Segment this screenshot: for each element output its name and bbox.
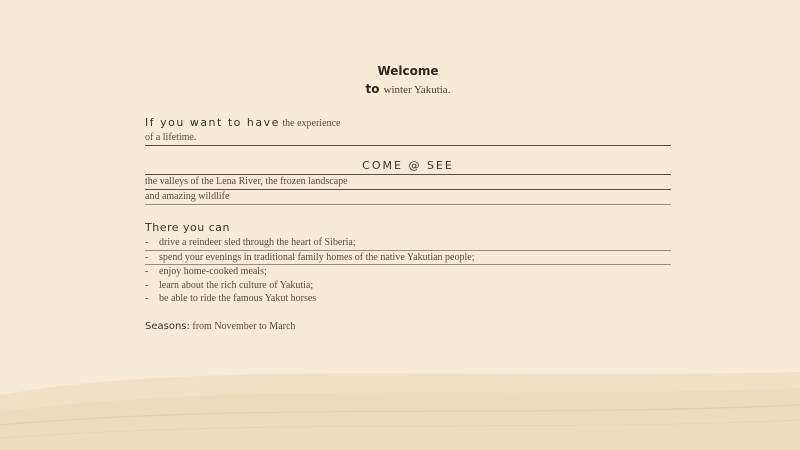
title-to: to [365,82,380,96]
there-heading: There you can [145,221,230,234]
list-item-text: learn about the rich culture of Yakutia; [159,279,314,291]
list-item: - be able to ride the famous Yakut horses [145,293,317,304]
title-welcome: Welcome [377,64,439,78]
seasons-value: from November to March [192,320,296,332]
list-item: - learn about the rich culture of Yakutia; [145,279,314,291]
list-item-text: be able to ride the famous Yakut horses [159,293,317,304]
list-item: - enjoy home-cooked meals; [145,266,267,277]
come-and-see-heading: COME @ SEE [145,158,671,175]
sights-line-2: and amazing wildlife [145,190,671,205]
list-item-text: drive a reindeer sled through the heart of Siberia; [159,237,356,248]
intro-line-1 [145,116,671,131]
title-place: winter Yakutia. [383,84,451,96]
intro-line-2 [145,131,671,146]
seasons-label: Seasons: [145,320,190,332]
list-item: - spend your evenings in traditional family homes of the native Yakutian people; [145,251,671,266]
slide-content [145,62,671,334]
intro-rest: the experience [282,118,341,129]
slide-title [145,62,671,99]
intro-line-2-text: of a lifetime. [145,132,197,143]
seasons-line [145,320,671,334]
list-item: - drive a reindeer sled through the heart of Siberia; [145,236,671,251]
list-item-text: enjoy home-cooked meals; [159,266,267,277]
sights-line-1: the valleys of the Lena River, the frozen landscape [145,175,671,190]
list-item-text: spend your evenings in traditional family homes of the native Yakutian people; [159,251,475,263]
intro-lead: If you want to have [145,116,280,129]
